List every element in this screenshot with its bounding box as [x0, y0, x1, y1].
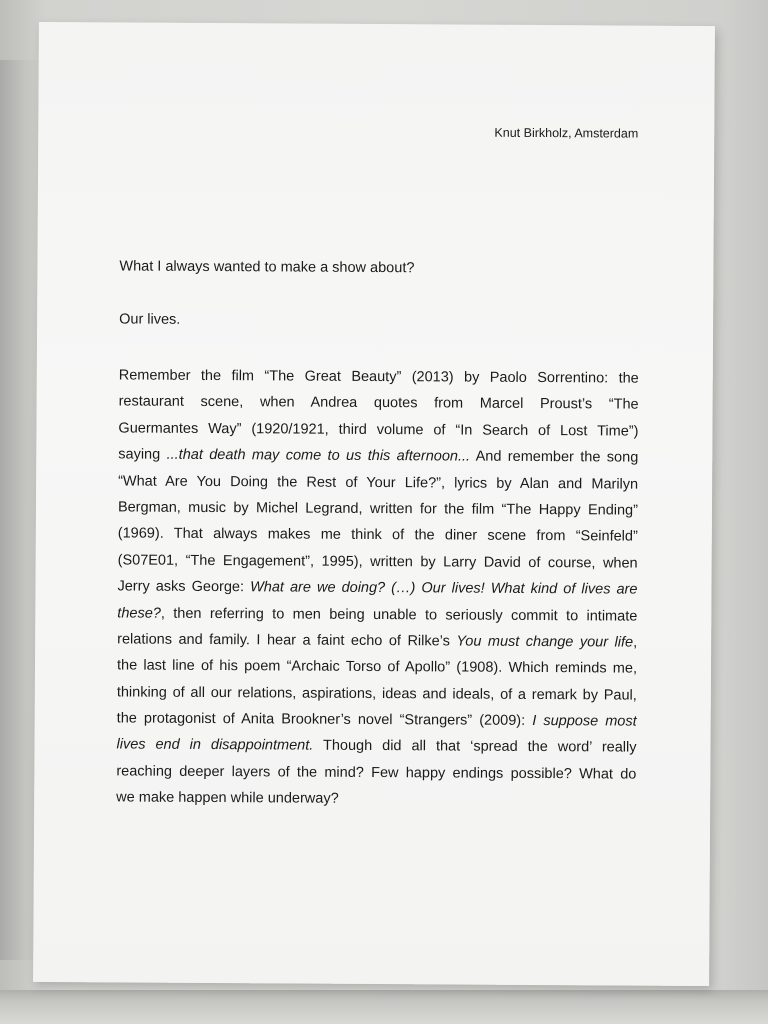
paragraph-line: [117, 653, 637, 683]
italic-quote: these?: [117, 604, 161, 622]
answer-line: Our lives.: [119, 311, 181, 328]
paragraph-line: [117, 600, 637, 630]
paragraph-line: [118, 415, 638, 445]
italic-quote: You must change your life: [456, 633, 634, 651]
italic-quote: I suppose most: [532, 713, 637, 730]
text-segment: (1969). That always makes me think of the diner scene from “Seinfeld”: [117, 525, 638, 545]
text-segment: reaching deeper layers of the mind? Few happy endings possible? What do: [116, 763, 637, 783]
text-segment: relations and family. I hear a faint echo of Rilke’s: [117, 631, 457, 650]
paragraph-line: [118, 547, 638, 577]
italic-quote: What are we doing? (…) Our lives! What kind of lives are: [250, 579, 638, 598]
paragraph-line: [118, 468, 638, 498]
text-segment: ,: [633, 634, 638, 651]
paragraph-line: [119, 389, 639, 419]
body-paragraph: [116, 362, 639, 814]
paragraph-line: [116, 785, 636, 815]
paragraph-line: [118, 494, 638, 524]
paragraph-line: [118, 442, 638, 472]
text-segment: Jerry asks George:: [117, 578, 251, 596]
shelf-edge: [0, 990, 768, 1024]
text-segment: saying: [118, 446, 167, 463]
paragraph-line: [119, 362, 639, 392]
text-segment: Guermantes Way” (1920/1921, third volume of “In Search of Lost Time”): [118, 420, 639, 440]
text-segment: , then referring to men being unable to seriously commit to intimate: [160, 605, 638, 625]
paragraph-line: [116, 758, 636, 788]
text-segment: And remember the song: [470, 448, 639, 466]
paragraph-line: [117, 679, 637, 709]
text-segment: the protagonist of Anita Brookner’s novel “Strangers” (2009):: [116, 710, 533, 730]
paragraph-line: [116, 732, 636, 762]
text-segment: Though did all that ‘spread the word’ really: [313, 738, 637, 757]
text-segment: we make happen while underway?: [116, 789, 339, 808]
text-segment: Bergman, music by Michel Legrand, written for the film “The Happy Ending”: [117, 499, 639, 519]
paragraph-line: [118, 521, 638, 551]
paragraph-line: [117, 626, 637, 656]
paper-sheet: [33, 22, 715, 986]
text-segment: “What Are You Doing the Rest of Your Life?”, lyrics by Alan and Marilyn: [118, 472, 639, 493]
author-line: Knut Birkholz, Amsterdam: [494, 125, 639, 141]
text-segment: (S07E01, “The Engagement”, 1995), written by Larry David of course, when: [117, 552, 638, 572]
italic-quote: lives end in disappointment.: [116, 736, 314, 755]
text-segment: Remember the film “The Great Beauty” (2013) by Paolo Sorrentino: the: [118, 367, 639, 387]
text-segment: the last line of his poem “Archaic Torso of Apollo” (1908). Which reminds me,: [116, 657, 638, 677]
paragraph-line: [117, 706, 637, 736]
paragraph-line: [117, 574, 637, 604]
italic-quote: ...that death may come to us this afternoon...: [166, 446, 471, 465]
text-segment: thinking of all our relations, aspirations, ideas and ideals, of a remark by Paul,: [116, 684, 637, 704]
question-line: What I always wanted to make a show about?: [119, 258, 415, 277]
text-segment: restaurant scene, when Andrea quotes from Marcel Proust’s “The: [118, 393, 639, 414]
